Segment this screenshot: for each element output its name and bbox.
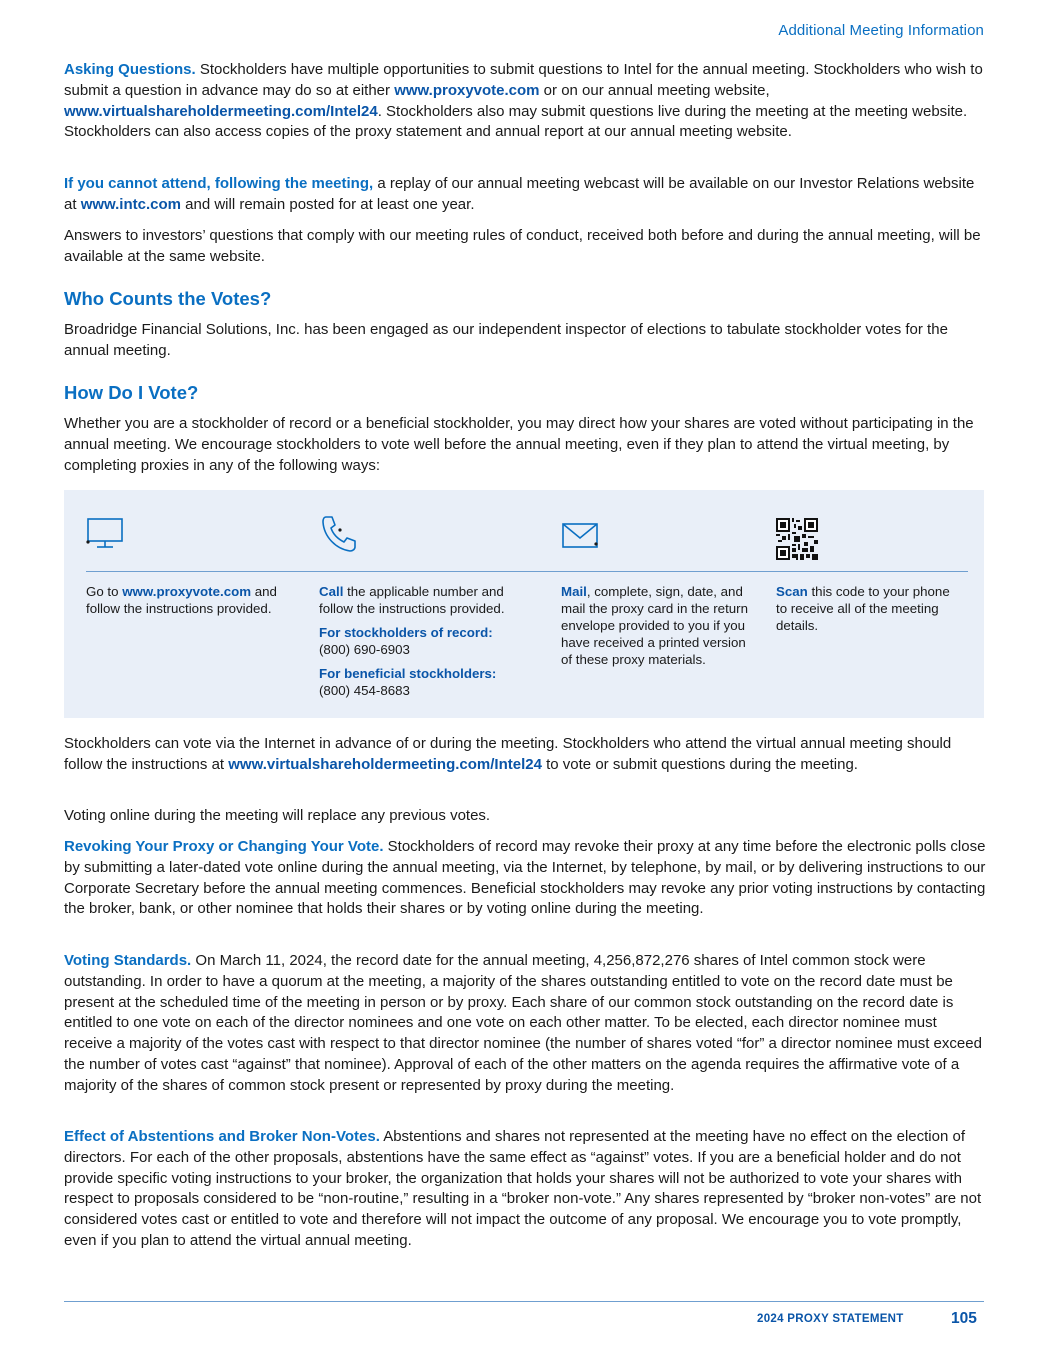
mail-vote-text	[561, 583, 753, 668]
scan-lead: Scan	[776, 584, 808, 599]
page-number: 105	[951, 1310, 977, 1327]
voting-methods-panel	[64, 490, 984, 718]
record-holders-number[interactable]: (800) 690-6903	[319, 642, 410, 657]
record-holders-block	[319, 624, 539, 658]
asking-questions-paragraph	[64, 60, 986, 143]
revoking-lead: Revoking Your Proxy or Changing Your Vote.	[64, 838, 384, 855]
abstentions-paragraph	[64, 1127, 986, 1252]
beneficial-holders-block	[319, 665, 539, 699]
voting-standards-lead: Voting Standards.	[64, 952, 192, 969]
how-vote-heading: How Do I Vote?	[64, 382, 199, 403]
qr-code-icon[interactable]	[776, 518, 818, 565]
virtual-meeting-link[interactable]: www.virtualshareholdermeeting.com/Intel24	[64, 102, 378, 120]
beneficial-holders-label: For beneficial stockholders:	[319, 666, 497, 681]
internet-proxyvote-link[interactable]: www.proxyvote.com	[122, 584, 252, 599]
computer-monitor-icon	[86, 514, 124, 557]
asking-text-1: Stockholders have multiple opportunities to submit questions to Intel for the annual meeting. Stockholders who wish to submit a question in advance may do so at either	[64, 61, 983, 99]
internet-text-1: Go to	[86, 584, 123, 599]
phone-icon	[319, 514, 359, 559]
beneficial-holders-number[interactable]: (800) 454-8683	[319, 683, 410, 698]
asking-questions-lead: Asking Questions.	[64, 61, 196, 78]
revoking-text: Stockholders of record may revoke their proxy at any time before the electronic polls close by submitting a later-dated vote online during the annual meeting, via the Internet, by telephone, by mail, or by delivering instructions to our Corporate Secretary before the annual meeting commences. Beneficial stockholders may revoke any prior voting instructions by contacting the broker, bank, or other nominee that holds their shares or by voting online during the meeting.	[64, 838, 986, 918]
voting-standards-text: On March 11, 2024, the record date for the annual meeting, 4,256,872,276 shares of Intel common stock were outstanding. In order to have a quorum at the meeting, a majority of the shares outstanding entitled to vote on the record date must be present at the scheduled time of the meeting in person or by proxy. Each share of our common stock outstanding on the record date is entitled to one vote on each of the director nominees and one vote on each other matter. To be elected, each director nominee must receive a majority of the votes cast with respect to that director nominee (the number of shares voted “for” a director nominee must exceed the number of votes cast “against” that nominee). Approval of each of the other matters on the agenda requires the affirmative vote of a majority of the shares of common stock present or represented by proxy during the meeting.	[64, 952, 982, 1094]
panel-divider	[86, 571, 968, 572]
virtual-meeting-link-2[interactable]: www.virtualshareholdermeeting.com/Intel24	[228, 755, 542, 773]
internet-vote-paragraph	[64, 734, 986, 776]
mail-text-1: , complete, sign, date, and mail the proxy card in the return envelope provided to you if you have received a printed version of these proxy materials.	[561, 584, 748, 667]
envelope-icon	[561, 514, 601, 559]
revoking-paragraph	[64, 837, 986, 920]
who-counts-paragraph: Broadridge Financial Solutions, Inc. has been engaged as our independent inspector of elections to tabulate stockholder votes for the annual meeting.	[64, 321, 948, 359]
internet-vote-column	[86, 583, 291, 617]
scan-vote-column	[776, 583, 961, 634]
abstentions-text: Abstentions and shares not represented at the meeting have no effect on the election of directors. For each of the other proposals, abstentions have the same effect as “against” votes. If you are a beneficial holder and do not provide specific voting instructions to your broker, the organization that holds your shares will not be authorized to vote your shares with respect to proposals considered to be “non-routine,” resulting in a “broker non-vote.” Any shares represented by “broker non-votes” are not considered votes cast or entitled to vote and therefore will not impact the outcome of any proposal. We encourage you to vote promptly, even if you plan to attend the virtual annual meeting.	[64, 1128, 982, 1249]
mail-vote-column	[561, 583, 753, 668]
replay-lead: If you cannot attend, following the meeting,	[64, 175, 374, 192]
proxyvote-link[interactable]: www.proxyvote.com	[394, 81, 540, 99]
scan-vote-text	[776, 583, 961, 634]
record-holders-label: For stockholders of record:	[319, 625, 493, 640]
section-title: Additional Meeting Information	[778, 22, 984, 39]
footer-document-label: 2024 PROXY STATEMENT	[757, 1313, 904, 1325]
how-vote-paragraph: Whether you are a stockholder of record or a beneficial stockholder, you may direct how your shares are voted without participating in the annual meeting. We encourage stockholders to vote well before the annual meeting, even if they plan to attend the virtual meeting, by completing proxies in any of the following ways:	[64, 415, 974, 474]
internet-vote-text-2: to vote or submit questions during the meeting.	[541, 755, 858, 773]
internet-text-2: and follow the instructions provided.	[86, 584, 277, 616]
asking-text-2: or on our annual meeting website,	[539, 81, 770, 99]
replay-text-2: and will remain posted for at least one year.	[180, 195, 475, 213]
phone-text-1: the applicable number and follow the instructions provided.	[319, 584, 505, 616]
mail-lead: Mail	[561, 584, 587, 599]
internet-vote-text	[86, 583, 291, 617]
intc-link[interactable]: www.intc.com	[80, 195, 181, 213]
answers-paragraph: Answers to investors’ questions that comply with our meeting rules of conduct, received both before and during the annual meeting, will be available at the same website.	[64, 227, 981, 265]
replay-text-1: a replay of our annual meeting webcast will be available on our Investor Relations website at	[64, 175, 975, 213]
voting-standards-paragraph	[64, 951, 986, 1097]
phone-vote-column	[319, 583, 539, 699]
scan-text-1: this code to your phone to receive all of the meeting details.	[776, 584, 950, 633]
online-replace-paragraph: Voting online during the meeting will replace any previous votes.	[64, 807, 491, 824]
internet-vote-text-1: Stockholders can vote via the Internet in advance of or during the meeting. Stockholders who attend the virtual annual meeting should follow the instructions at	[64, 735, 952, 773]
asking-text-3: . Stockholders also may submit questions live during the meeting at the meeting website. Stockholders can also access copies of the proxy statement and annual report at our annual meeting website.	[64, 102, 968, 141]
abstentions-lead: Effect of Abstentions and Broker Non-Votes.	[64, 1128, 380, 1145]
replay-paragraph	[64, 174, 986, 216]
who-counts-heading: Who Counts the Votes?	[64, 288, 272, 309]
footer-divider	[64, 1301, 984, 1302]
call-lead: Call	[319, 584, 344, 599]
phone-vote-text	[319, 583, 539, 617]
